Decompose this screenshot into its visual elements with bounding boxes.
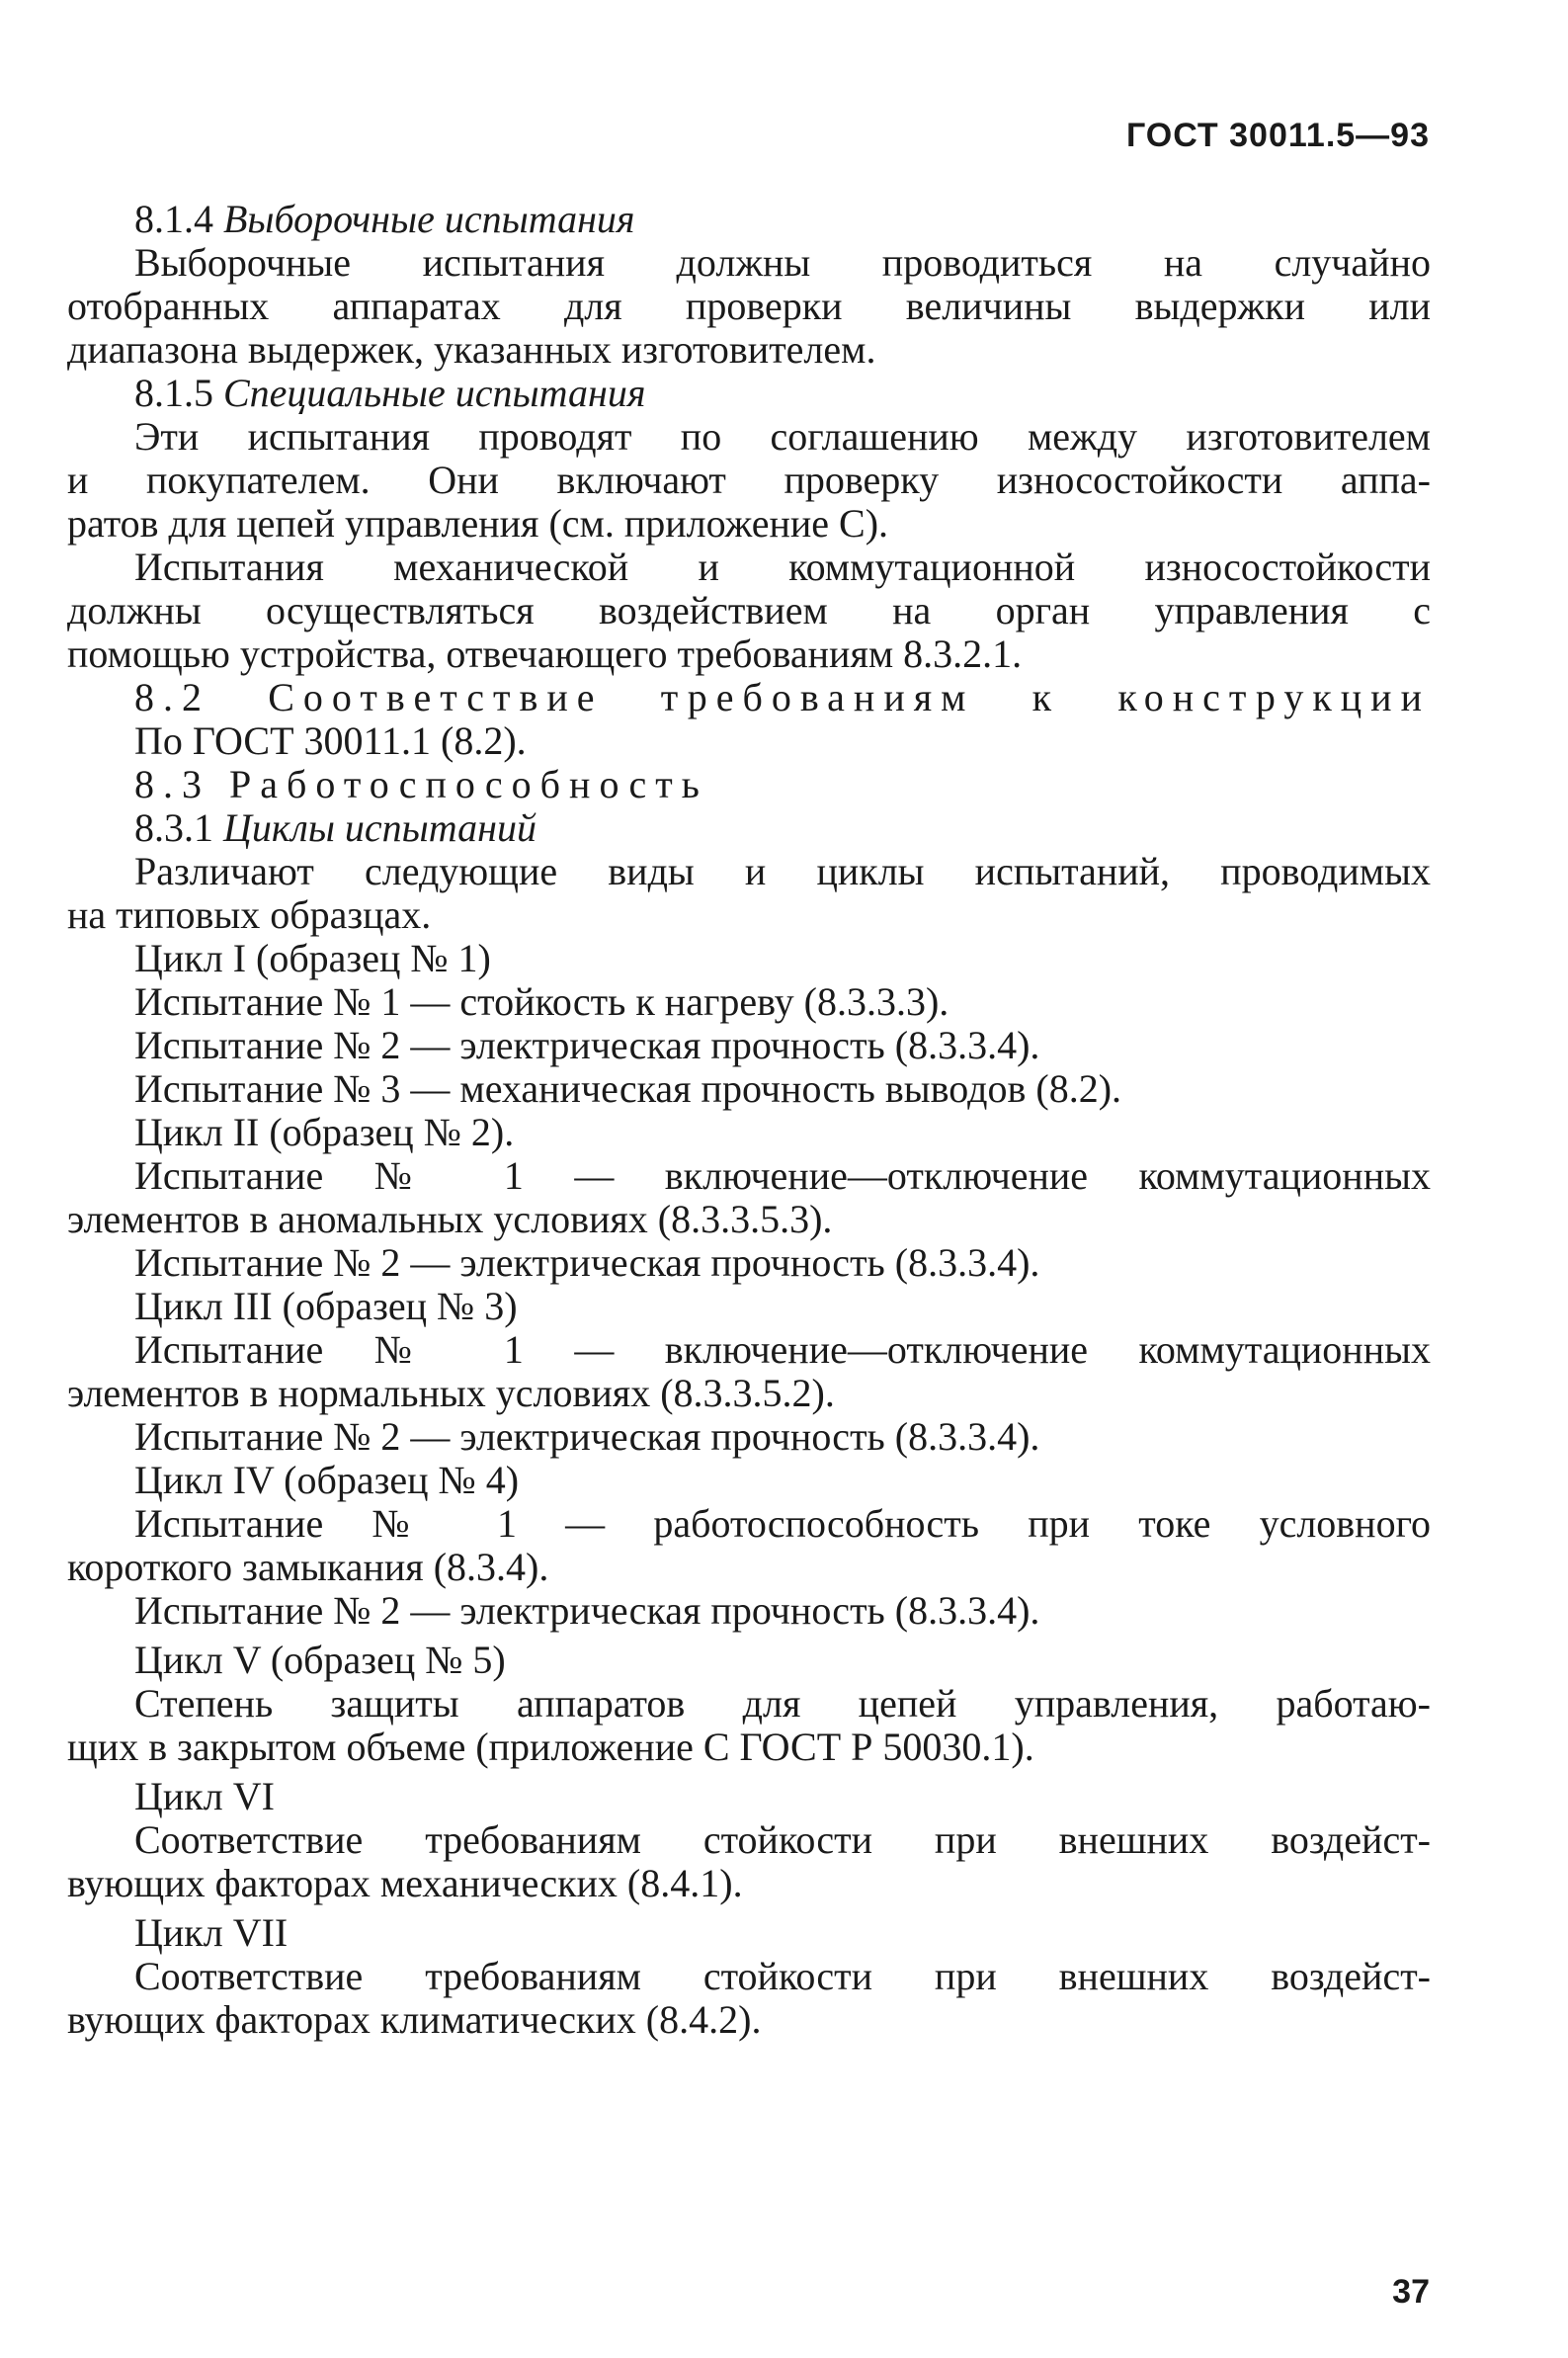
text-line: Испытания механической и коммутационной износостойкости <box>134 545 1431 589</box>
text-line: Испытание № 2 — электрическая прочность (8.3.3.4). <box>134 1240 1040 1285</box>
text-line: Испытание № 2 — электрическая прочность (8.3.3.4). <box>134 1414 1040 1459</box>
text-line: должны осуществляться воздействием на орган управления с <box>67 588 1431 632</box>
text-line: Цикл VI <box>134 1774 275 1818</box>
text-line: Цикл V (образец № 5) <box>134 1638 506 1682</box>
text-line: отобранных аппаратах для проверки величины выдержки или <box>67 284 1431 328</box>
text-line: Цикл I (образец № 1) <box>134 936 491 980</box>
text-line: Цикл II (образец № 2). <box>134 1110 515 1154</box>
text-line: 8.1.4 Выборочные испытания <box>134 197 635 241</box>
text-line: Испытание № 1 — стойкость к нагреву (8.3.3.3). <box>134 979 949 1024</box>
text-line: Эти испытания проводят по соглашению между изготовителем <box>134 414 1431 459</box>
text-line: Испытание № 1 — включение—отключение коммутационных <box>134 1327 1431 1372</box>
text-line: Цикл IV (образец № 4) <box>134 1458 520 1502</box>
text-line: помощью устройства, отвечающего требованиям 8.3.2.1. <box>67 632 1023 676</box>
text-line: 8.1.5 Специальные испытания <box>134 371 646 415</box>
text-line: Испытание № 3 — механическая прочность выводов (8.2). <box>134 1066 1122 1111</box>
page-number: 37 <box>1392 2273 1430 2311</box>
text-line: на типовых образцах. <box>67 892 432 937</box>
text-line: Различают следующие виды и циклы испытаний, проводимых <box>134 849 1431 893</box>
text-line: диапазона выдержек, указанных изготовителем. <box>67 327 876 372</box>
text-line: 8.3.1 Циклы испытаний <box>134 805 536 850</box>
text-line: Цикл VII <box>134 1910 289 1955</box>
text-line: Испытание № 1 — работоспособность при токе условного <box>134 1501 1431 1546</box>
text-line: ратов для цепей управления (см. приложение С). <box>67 501 889 546</box>
text-line: Испытание № 2 — электрическая прочность (8.3.3.4). <box>134 1023 1040 1067</box>
text-line: элементов в нормальных условиях (8.3.3.5.2). <box>67 1371 835 1415</box>
text-line: По ГОСТ 30011.1 (8.2). <box>134 718 527 763</box>
text-line: Соответствие требованиям стойкости при внешних воздейст- <box>134 1817 1431 1862</box>
text-line: вующих факторах климатических (8.4.2). <box>67 1997 762 2042</box>
text-line: и покупателем. Они включают проверку износостойкости аппа- <box>67 458 1431 502</box>
standard-header: ГОСТ 30011.5—93 <box>1125 117 1430 154</box>
text-line: 8.3 Работоспособность <box>134 762 708 806</box>
text-line: Испытание № 2 — электрическая прочность (8.3.3.4). <box>134 1588 1040 1633</box>
text-line: щих в закрытом объеме (приложение С ГОСТ Р 50030.1). <box>67 1725 1034 1769</box>
text-line: Соответствие требованиям стойкости при внешних воздейст- <box>134 1954 1431 1998</box>
text-line: короткого замыкания (8.3.4). <box>67 1545 549 1589</box>
text-line: Испытание № 1 — включение—отключение коммутационных <box>134 1153 1431 1198</box>
text-line: вующих факторах механических (8.4.1). <box>67 1861 743 1905</box>
text-line: 8.2 Соответствие требованиям к конструкции <box>134 675 1431 719</box>
text-line: элементов в аномальных условиях (8.3.3.5.3). <box>67 1197 833 1241</box>
text-line: Степень защиты аппаратов для цепей управления, работаю- <box>134 1681 1431 1726</box>
text-line: Цикл III (образец № 3) <box>134 1284 518 1328</box>
document-body <box>67 198 1431 2042</box>
text-line: Выборочные испытания должны проводиться на случайно <box>134 240 1431 285</box>
